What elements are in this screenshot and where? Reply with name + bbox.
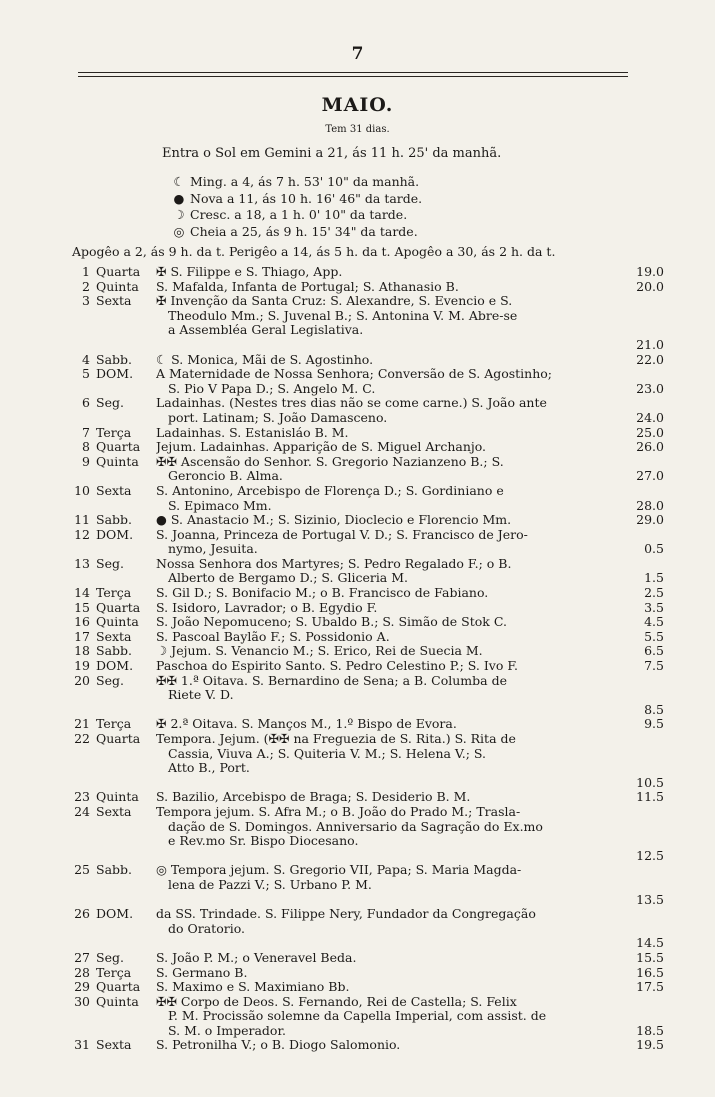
moon-phase-row <box>168 174 422 191</box>
entry-text: Tempora. Jejum. (✠✠ na Freguezia de S. Rita.) S. Rita de <box>156 732 516 746</box>
day-number: 29 <box>74 979 90 995</box>
moon-age-value: 11.5 <box>636 789 664 805</box>
moon-age-value: 19.0 <box>636 264 664 279</box>
day-number: 30 <box>74 993 90 1009</box>
day-entry <box>74 979 664 995</box>
day-entry <box>74 278 664 295</box>
entry-text: S. M. o Imperador. <box>168 1023 287 1038</box>
day-entry <box>74 1037 664 1053</box>
entry-text: e Rev.mo Sr. Bispo Diocesano. <box>168 834 359 849</box>
moon-phase-text: Nova a 11, ás 10 h. 16' 46" da tarde. <box>190 190 423 206</box>
entry-text: ✠✠ 1.ª Oitava. S. Bernardino de Sena; a B. Columba de <box>156 673 507 688</box>
weekday: Quarta <box>96 599 141 615</box>
entry-text: S. Petronilha V.; o B. Diogo Salomonio. <box>156 1038 401 1053</box>
entry-text: S. Pio V Papa D.; S. Angelo M. C. <box>168 381 376 396</box>
moon-age-value: 4.5 <box>644 614 664 630</box>
top-rule-thin <box>78 76 628 77</box>
entry-text: da SS. Trindade. S. Filippe Nery, Fundador da Congregação <box>156 907 536 922</box>
moon-age-value: 9.5 <box>644 716 664 732</box>
entry-text: Tempora jejum. S. Afra M.; o B. João do Prado M.; Trasla- <box>156 804 521 819</box>
weekday: Sabb. <box>96 512 132 528</box>
weekday: Quinta <box>96 614 139 630</box>
entry-text: do Oratorio. <box>168 921 245 936</box>
entry-text: ◎ Tempora jejum. S. Gregorio VII, Papa; S. Maria Magda- <box>156 863 522 878</box>
day-number: 19 <box>74 658 90 674</box>
moon-age-value: 20.0 <box>636 278 664 294</box>
entry-text: Cassia, Viuva A.; S. Quiteria V. M.; S. Helena V.; S. <box>168 746 487 761</box>
moon-age-value: 28.0 <box>636 497 664 513</box>
moon-age-value: 24.0 <box>636 409 664 425</box>
moon-age-value: 13.5 <box>636 891 664 907</box>
day-number: 18 <box>74 643 90 659</box>
day-entry <box>74 264 664 280</box>
weekday: Sexta <box>96 293 132 309</box>
weekday: Terça <box>96 964 132 980</box>
moon-full-icon: ◎ <box>173 223 185 239</box>
day-number: 24 <box>74 803 90 819</box>
day-number: 20 <box>74 672 90 688</box>
day-entry <box>74 949 664 966</box>
weekday: Sexta <box>96 482 132 498</box>
day-entry <box>74 672 664 718</box>
weekday: DOM. <box>96 658 134 674</box>
moon-age-value: 21.0 <box>636 336 664 352</box>
moon-age-value: 22.0 <box>636 351 664 367</box>
weekday: Seg. <box>96 672 124 688</box>
moon-first-quarter-icon: ☽ <box>173 207 185 222</box>
entry-text: Ladainhas. S. Estanisláo B. M. <box>156 425 349 440</box>
day-entry <box>74 862 664 907</box>
day-number: 28 <box>74 964 90 980</box>
weekday: Quarta <box>96 439 141 455</box>
weekday: Quarta <box>96 731 141 746</box>
entry-text: ✠✠ Corpo de Deos. S. Fernando, Rei de Castella; S. Felix <box>156 994 517 1009</box>
moon-age-value: 6.5 <box>644 643 664 659</box>
day-number: 22 <box>74 731 90 746</box>
day-entry <box>74 512 664 528</box>
weekday: DOM. <box>96 906 134 922</box>
moon-age-value: 18.5 <box>636 1022 664 1038</box>
entry-text: S. Isidoro, Lavrador; o B. Egydio F. <box>156 600 378 615</box>
top-rule <box>78 72 628 73</box>
weekday: Sexta <box>96 1037 132 1053</box>
moon-new-icon: ● <box>173 190 185 206</box>
moon-age-value: 26.0 <box>636 439 664 455</box>
month-title: MAIO. <box>321 94 394 116</box>
entry-text: S. Pascoal Baylão F.; S. Possidonio A. <box>156 629 390 644</box>
page-number: 7 <box>351 44 364 64</box>
day-entry <box>74 366 664 396</box>
weekday: Seg. <box>96 949 124 965</box>
entry-text: S. Mafalda, Infanta de Portugal; S. Athanasio B. <box>156 279 459 294</box>
entry-text: ● S. Anastacio M.; S. Sizinio, Dioclecio e Florencio Mm. <box>156 513 512 528</box>
moon-age-value: 5.5 <box>644 628 664 644</box>
weekday: Quinta <box>96 278 139 294</box>
weekday: Sabb. <box>96 643 132 659</box>
entry-text: S. Germano B. <box>156 965 248 980</box>
day-number: 26 <box>74 906 90 922</box>
entry-text: P. M. Procissão solemne da Capella Imperial, com assist. de <box>168 1009 547 1024</box>
day-number: 9 <box>82 453 90 469</box>
moon-phase-row <box>168 207 422 224</box>
moon-age-value: 15.5 <box>636 949 664 965</box>
weekday: Sabb. <box>96 862 132 878</box>
moon-phase-row <box>168 224 422 241</box>
entry-text: ✠✠ Ascensão do Senhor. S. Gregorio Nazianzeno B.; S. <box>156 454 504 469</box>
day-number: 10 <box>74 482 90 498</box>
apogee-line: Apogêo a 2, ás 9 h. da t. Perigêo a 14, ás 5 h. da t. Apogêo a 30, ás 2 h. da t. <box>72 244 556 259</box>
entry-text: S. Joanna, Princeza de Portugal V. D.; S. Francisco de Jero- <box>156 527 528 542</box>
moon-age-value: 2.5 <box>644 585 664 601</box>
entry-text: S. João Nepomuceno; S. Ubaldo B.; S. Simão de Stok C. <box>156 615 507 630</box>
weekday: Sexta <box>96 628 132 644</box>
entry-text: dação de S. Domingos. Anniversario da Sagração do Ex.mo <box>168 819 543 834</box>
entry-text: Atto B., Port. <box>168 761 250 776</box>
entry-text: Ladainhas. (Nestes tres dias não se come carne.) S. João ante <box>156 396 547 411</box>
day-number: 6 <box>82 395 90 411</box>
day-entry <box>74 993 664 1039</box>
moon-age-value: 25.0 <box>636 424 664 440</box>
weekday: Seg. <box>96 555 124 571</box>
moon-age-value: 3.5 <box>644 599 664 615</box>
weekday: Terça <box>96 716 132 732</box>
day-entry <box>74 716 664 732</box>
entry-text: A Maternidade de Nossa Senhora; Conversão de S. Agostinho; <box>156 367 553 382</box>
weekday: Quarta <box>96 264 141 279</box>
day-entry <box>74 395 664 425</box>
day-number: 17 <box>74 628 90 644</box>
moon-phase-text: Ming. a 4, ás 7 h. 53' 10" da manhã. <box>190 174 420 189</box>
day-entry <box>74 803 664 863</box>
entry-text: Paschoa do Espirito Santo. S. Pedro Celestino P.; S. Ivo F. <box>156 659 519 674</box>
day-number: 14 <box>74 585 90 601</box>
day-number: 7 <box>82 424 90 440</box>
day-number: 1 <box>82 264 90 279</box>
entry-text: Jejum. Ladainhas. Apparição de S. Miguel Archanjo. <box>156 440 487 455</box>
day-entry <box>74 731 664 790</box>
entry-text: ✠ 2.ª Oitava. S. Manços M., 1.º Bispo de Evora. <box>156 717 457 732</box>
entry-text: a Assembléa Geral Legislativa. <box>168 323 364 338</box>
moon-phase-row <box>168 191 422 208</box>
moon-age-value: 12.5 <box>636 847 664 863</box>
weekday: Sexta <box>96 803 132 819</box>
entry-text: ☽ Jejum. S. Venancio M.; S. Erico, Rei de Suecia M. <box>156 644 483 659</box>
day-entry <box>74 293 664 352</box>
day-number: 23 <box>74 789 90 805</box>
entry-text: Riete V. D. <box>168 688 234 703</box>
entry-text: port. Latinam; S. João Damasceno. <box>168 410 388 425</box>
entry-text: Alberto de Bergamo D.; S. Gliceria M. <box>168 571 409 586</box>
day-entry <box>74 658 664 674</box>
day-entry <box>74 628 664 645</box>
moon-age-value: 29.0 <box>636 512 664 528</box>
entry-text: S. Epimaco Mm. <box>168 498 272 513</box>
entry-text: Theodulo Mm.; S. Juvenal B.; S. Antonina V. M. Abre-se <box>168 308 518 323</box>
entry-text: Geroncio B. Alma. <box>168 469 283 484</box>
day-number: 8 <box>82 439 90 455</box>
day-entry <box>74 453 664 484</box>
day-number: 4 <box>82 351 90 367</box>
entry-text: S. Bazilio, Arcebispo de Braga; S. Desiderio B. M. <box>156 790 471 805</box>
weekday: Quinta <box>96 993 139 1009</box>
moon-age-value: 0.5 <box>644 541 664 557</box>
moon-age-value: 17.5 <box>636 979 664 995</box>
day-number: 16 <box>74 614 90 630</box>
entry-text: S. Gil D.; S. Bonifacio M.; o B. Francisco de Fabiano. <box>156 586 489 601</box>
weekday: Terça <box>96 424 132 440</box>
weekday: Quinta <box>96 789 139 805</box>
day-entry <box>74 643 664 659</box>
day-number: 3 <box>82 293 90 309</box>
entry-text: S. Maximo e S. Maximiano Bb. <box>156 980 350 995</box>
moon-phases <box>168 174 422 240</box>
entry-text: ☾ S. Monica, Mãi de S. Agostinho. <box>156 352 374 367</box>
moon-age-value: 1.5 <box>644 570 664 586</box>
entry-text: Nossa Senhora dos Martyres; S. Pedro Regalado F.; o B. <box>156 556 512 571</box>
day-number: 2 <box>82 278 90 294</box>
day-entry <box>74 555 664 586</box>
moon-phase-text: Cheia a 25, ás 9 h. 15' 34" da tarde. <box>190 223 418 239</box>
day-entry <box>74 424 664 441</box>
sun-entry: Entra o Sol em Gemini a 21, ás 11 h. 25' da manhã. <box>162 146 502 161</box>
day-number: 25 <box>74 862 90 878</box>
entry-text: nymo, Jesuita. <box>168 542 258 557</box>
day-number: 31 <box>74 1037 90 1053</box>
moon-last-quarter-icon: ☾ <box>173 174 185 189</box>
day-number: 27 <box>74 949 90 965</box>
day-entry <box>74 614 664 630</box>
days-note: Tem 31 dias. <box>325 124 390 135</box>
day-entry <box>74 439 664 455</box>
day-number: 15 <box>74 599 90 615</box>
moon-age-value: 23.0 <box>636 380 664 396</box>
weekday: Terça <box>96 585 132 601</box>
moon-age-value: 7.5 <box>644 658 664 674</box>
weekday: Sabb. <box>96 351 132 367</box>
day-number: 11 <box>74 512 90 528</box>
weekday: Quinta <box>96 453 139 469</box>
day-entry <box>74 964 664 981</box>
weekday: Quarta <box>96 979 141 995</box>
moon-age-value: 16.5 <box>636 964 664 980</box>
day-number: 12 <box>74 526 90 542</box>
entry-text: ✠ S. Filippe e S. Thiago, App. <box>156 265 343 279</box>
day-entry <box>74 789 664 805</box>
entry-text: S. Antonino, Arcebispo de Florença D.; S. Gordiniano e <box>156 483 504 498</box>
day-number: 21 <box>74 716 90 732</box>
moon-age-value: 14.5 <box>636 935 664 951</box>
day-number: 5 <box>82 366 90 382</box>
day-entry <box>74 351 664 368</box>
moon-phase-text: Cresc. a 18, a 1 h. 0' 10" da tarde. <box>190 207 408 222</box>
day-entry <box>74 585 664 601</box>
moon-age-value: 27.0 <box>636 468 664 484</box>
weekday: DOM. <box>96 526 134 542</box>
calendar-entries <box>74 264 664 1053</box>
day-entry <box>74 526 664 557</box>
moon-age-value: 19.5 <box>636 1037 664 1053</box>
moon-age-value: 8.5 <box>644 701 664 717</box>
entry-text: ✠ Invenção da Santa Cruz: S. Alexandre, S. Evencio e S. <box>156 294 513 309</box>
weekday: Seg. <box>96 395 124 411</box>
entry-text: S. João P. M.; o Veneravel Beda. <box>156 950 357 965</box>
day-entry <box>74 906 664 951</box>
entry-text: lena de Pazzi V.; S. Urbano P. M. <box>168 877 372 892</box>
moon-age-value: 10.5 <box>636 774 664 790</box>
day-number: 13 <box>74 555 90 571</box>
day-entry <box>74 482 664 513</box>
day-entry <box>74 599 664 616</box>
weekday: DOM. <box>96 366 134 382</box>
